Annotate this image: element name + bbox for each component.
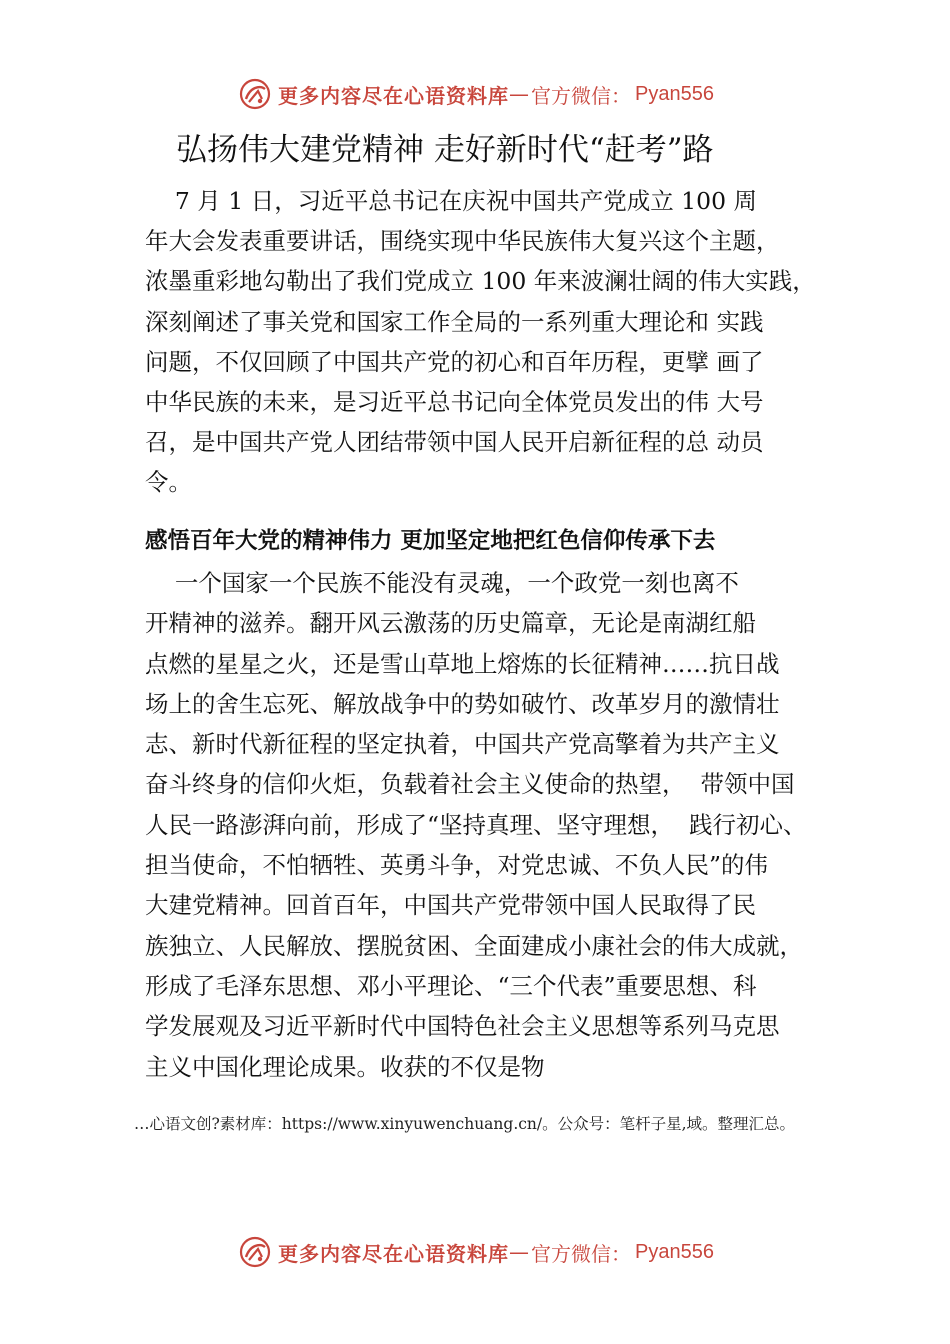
- banner-text: 更多内容尽在心语资料库: [278, 1241, 509, 1266]
- banner-wechat-label: 官方微信：: [531, 1241, 631, 1266]
- intro-line: 中华民族的未来，是习近平总书记向全体党员发出的伟 大号: [145, 387, 764, 416]
- body-line: 人民一路澎湃向前，形成了“坚持真理、坚守理想， 践行初心、: [145, 810, 807, 839]
- header-banner: [0, 76, 950, 112]
- body-line: 一个国家一个民族不能没有灵魂，一个政党一刻也离不: [145, 569, 739, 597]
- section-heading: 感悟百年大党的精神伟力 更加坚定地把红色信仰传承下去: [145, 528, 716, 554]
- banner-wechat-label: 官方微信：: [531, 83, 631, 108]
- brand-logo-icon: [238, 77, 272, 111]
- body-paragraph: [145, 563, 865, 1087]
- banner-wechat-id: Pyan556: [635, 1240, 714, 1263]
- banner-text: 更多内容尽在心语资料库: [278, 83, 509, 108]
- banner-separator: —: [509, 1240, 529, 1264]
- body-line: 形成了毛泽东思想、邓小平理论、“三个代表”重要思想、科: [145, 971, 757, 1000]
- source-footnote: …心语文创?素材库：https://www.xinyuwenchuang.cn/。公众号：笔杆子星,域。整理汇总。: [134, 1115, 796, 1133]
- intro-line: 7 月 1 日，习近平总书记在庆祝中国共产党成立 100 周: [145, 187, 757, 215]
- banner-separator: —: [509, 82, 529, 106]
- body-line: 大建党精神。回首百年，中国共产党带领中国人民取得了民: [145, 891, 756, 920]
- article-title: 弘扬伟大建党精神 走好新时代“赶考”路: [176, 132, 714, 168]
- body-line: 族独立、人民解放、摆脱贫困、全面建成小康社会的伟大成就，: [145, 931, 803, 960]
- body-line: 志、新时代新征程的坚定执着，中国共产党高擎着为共产主义: [145, 730, 780, 759]
- body-line: 点燃的星星之火，还是雪山草地上熔炼的长征精神……抗日战: [145, 649, 780, 678]
- intro-line: 召，是中国共产党人团结带领中国人民开启新征程的总 动员: [145, 428, 764, 457]
- intro-line: 浓墨重彩地勾勒出了我们党成立 100 年来波澜壮阔的伟大实践，: [145, 267, 816, 296]
- intro-line: 深刻阐述了事关党和国家工作全局的一系列重大理论和 实践: [145, 307, 764, 336]
- banner-wechat-id: Pyan556: [635, 82, 714, 105]
- intro-line: 令。: [145, 468, 192, 497]
- brand-logo-icon: [238, 1235, 272, 1269]
- body-line: 场上的舍生忘死、解放战争中的势如破竹、改革岁月的激情壮: [145, 689, 780, 718]
- body-line: 担当使命，不怕牺牲、英勇斗争，对党忠诚、不负人民”的伟: [145, 851, 769, 880]
- intro-line: 问题，不仅回顾了中国共产党的初心和百年历程，更擘 画了: [145, 347, 764, 376]
- body-line: 学发展观及习近平新时代中国特色社会主义思想等系列马克思: [145, 1012, 780, 1041]
- footer-banner: [0, 1234, 950, 1270]
- intro-paragraph: [145, 181, 865, 503]
- body-line: 主义中国化理论成果。收获的不仅是物: [145, 1052, 545, 1081]
- body-line: 开精神的滋养。翻开风云激荡的历史篇章，无论是南湖红船: [145, 609, 756, 638]
- body-line: 奋斗终身的信仰火炬，负载着社会主义使命的热望， 带领中国: [145, 770, 795, 799]
- intro-line: 年大会发表重要讲话，围绕实现中华民族伟大复兴这个主题，: [145, 227, 780, 256]
